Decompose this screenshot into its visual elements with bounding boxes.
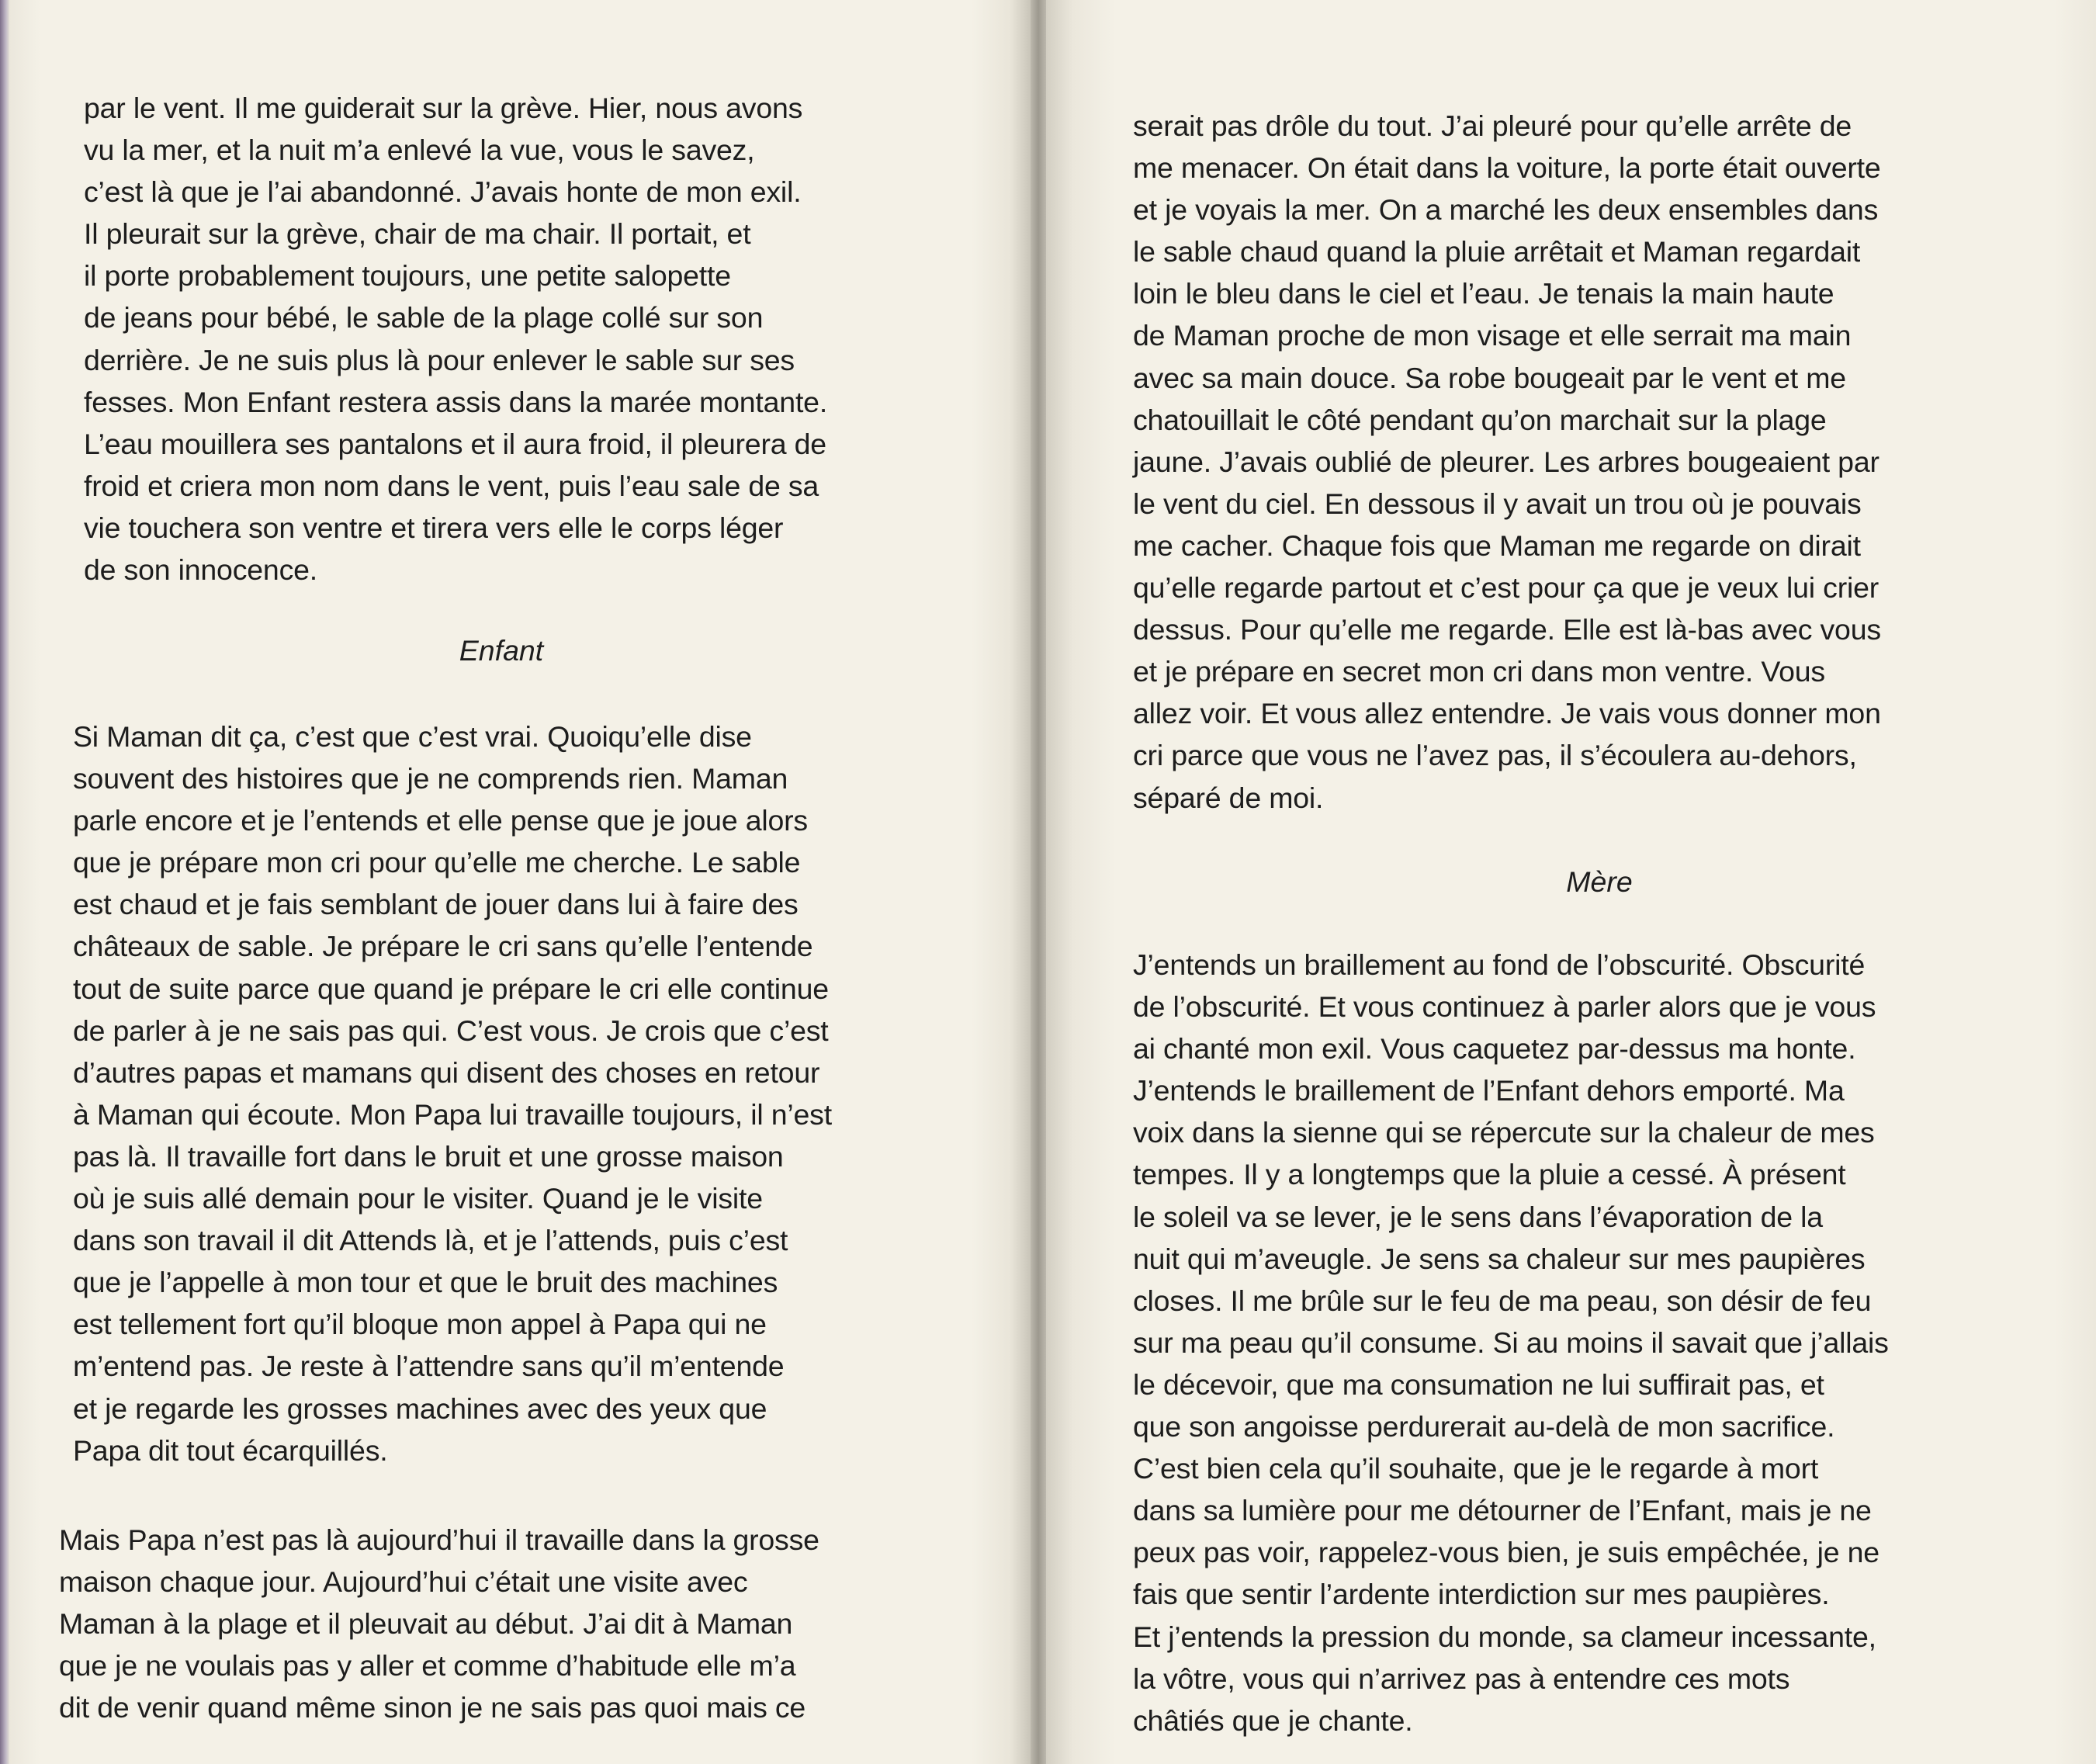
text-line: serait pas drôle du tout. J’ai pleuré pour qu’elle arrête de (1133, 109, 1852, 142)
text-line: pas là. Il travaille fort dans le bruit et une grosse maison (73, 1139, 784, 1173)
text-line: qu’elle regarde partout et c’est pour ça que je veux lui crier (1133, 571, 1879, 605)
text-line: à Maman qui écoute. Mon Papa lui travaille toujours, il n’est (73, 1097, 832, 1131)
right-page (1046, 0, 2096, 1764)
text-line: cri parce que vous ne l’avez pas, il s’écoulera au-dehors, (1133, 739, 1857, 772)
text-line: dit de venir quand même sinon je ne sais pas quoi mais ce (59, 1691, 806, 1724)
text-line: sur ma peau qu’il consume. Si au moins il savait que j’allais (1133, 1326, 1889, 1359)
text-line: me menacer. On était dans la voiture, la porte était ouverte (1133, 151, 1881, 185)
heading-enfant: Enfant (459, 634, 544, 667)
text-line: vie touchera son ventre et tirera vers elle le corps léger (84, 511, 784, 544)
text-line: fesses. Mon Enfant restera assis dans la marée montante. (84, 385, 828, 418)
text-line: que je prépare mon cri pour qu’elle me cherche. Le sable (73, 846, 801, 879)
text-line: où je suis allé demain pour le visiter. Quand je le visite (73, 1182, 763, 1215)
text-line: est chaud et je fais semblant de jouer dans lui à faire des (73, 888, 799, 921)
text-line: allez voir. Et vous allez entendre. Je vais vous donner mon (1133, 697, 1881, 730)
text-line: tout de suite parce que quand je prépare le cri elle continue (73, 972, 829, 1005)
text-line: me cacher. Chaque fois que Maman me regarde on dirait (1133, 529, 1861, 562)
text-line: que son angoisse perdurerait au-delà de mon sacrifice. (1133, 1410, 1835, 1443)
text-line: J’entends un braillement au fond de l’obscurité. Obscurité (1133, 948, 1866, 981)
text-line: fais que sentir l’ardente interdiction sur mes paupières. (1133, 1578, 1830, 1611)
text-line: châtiés que je chante. (1133, 1703, 1413, 1737)
text-line: de l’obscurité. Et vous continuez à parler alors que je vous (1133, 990, 1876, 1024)
book-cover-edge (0, 0, 9, 1764)
text-line: que je ne voulais pas y aller et comme d’habitude elle m’a (59, 1649, 796, 1683)
text-line: la vôtre, vous qui n’arrivez pas à entendre ces mots (1133, 1662, 1790, 1695)
paragraph (59, 1519, 819, 1728)
text-line: jaune. J’avais oublié de pleurer. Les arbres bougeaient par (1133, 445, 1879, 478)
paragraph (1133, 105, 1881, 819)
text-line: de Maman proche de mon visage et elle serrait ma main (1133, 319, 1852, 352)
text-line: le soleil va se lever, je le sens dans l’évaporation de la (1133, 1200, 1823, 1233)
text-line: peux pas voir, rappelez-vous bien, je suis empêchée, je ne (1133, 1536, 1879, 1569)
text-line: dessus. Pour qu’elle me regarde. Elle est là-bas avec vous (1133, 613, 1881, 646)
text-line: le sable chaud quand la pluie arrêtait et Maman regardait (1133, 235, 1861, 269)
text-line: Maman à la plage et il pleuvait au début. J’ai dit à Maman (59, 1607, 793, 1641)
text-line: il porte probablement toujours, une petite salopette (84, 259, 731, 293)
text-line: closes. Il me brûle sur le feu de ma peau, son désir de feu (1133, 1284, 1872, 1317)
text-line: J’entends le braillement de l’Enfant dehors emporté. Ma (1133, 1074, 1845, 1107)
text-line: Et j’entends la pression du monde, sa clameur incessante, (1133, 1620, 1876, 1653)
text-line: dans sa lumière pour me détourner de l’Enfant, mais je ne (1133, 1494, 1872, 1527)
text-line: C’est bien cela qu’il souhaite, que je le regarde à mort (1133, 1452, 1819, 1485)
paragraph (1133, 944, 1889, 1741)
left-passage-1 (84, 87, 827, 591)
text-line: Mais Papa n’est pas là aujourd’hui il travaille dans la grosse (59, 1523, 819, 1556)
right-passage-2 (1133, 944, 1889, 1741)
text-line: parle encore et je l’entends et elle pense que je joue alors (73, 804, 808, 837)
text-line: de jeans pour bébé, le sable de la plage collé sur son (84, 301, 764, 334)
text-line: et je voyais la mer. On a marché les deux ensembles dans (1133, 193, 1879, 227)
text-line: loin le bleu dans le ciel et l’eau. Je tenais la main haute (1133, 277, 1834, 310)
heading-mere: Mère (1566, 865, 1633, 898)
book-gutter (1031, 0, 1046, 1764)
text-line: séparé de moi. (1133, 781, 1324, 814)
text-line: nuit qui m’aveugle. Je sens sa chaleur sur mes paupières (1133, 1242, 1866, 1275)
text-line: le décevoir, que ma consumation ne lui suffirait pas, et (1133, 1367, 1824, 1401)
text-line: L’eau mouillera ses pantalons et il aura froid, il pleurera de (84, 427, 826, 460)
text-line: et je prépare en secret mon cri dans mon ventre. Vous (1133, 655, 1825, 688)
text-line: dans son travail il dit Attends là, et je l’attends, puis c’est (73, 1224, 788, 1257)
text-line: et je regarde les grosses machines avec des yeux que (73, 1391, 767, 1425)
text-line: souvent des histoires que je ne comprends rien. Maman (73, 762, 788, 795)
text-line: Il pleurait sur la grève, chair de ma chair. Il portait, et (84, 217, 751, 251)
text-line: par le vent. Il me guiderait sur la grève. Hier, nous avons (84, 92, 803, 124)
text-line: que je l’appelle à mon tour et que le bruit des machines (73, 1266, 778, 1299)
text-line: le vent du ciel. En dessous il y avait un trou où je pouvais (1133, 487, 1862, 520)
text-line: voix dans la sienne qui se répercute sur la chaleur de mes (1133, 1116, 1875, 1149)
text-line: avec sa main douce. Sa robe bougeait par le vent et me (1133, 361, 1846, 394)
text-line: châteaux de sable. Je prépare le cri sans qu’elle l’entende (73, 930, 813, 963)
paragraph (84, 87, 827, 591)
text-line: Papa dit tout écarquillés. (73, 1433, 388, 1467)
text-line: ai chanté mon exil. Vous caquetez par-dessus ma honte. (1133, 1032, 1856, 1066)
text-line: m’entend pas. Je reste à l’attendre sans qu’il m’entende (73, 1350, 785, 1383)
text-line: chatouillait le côté pendant qu’on marchait sur la plage (1133, 403, 1827, 436)
text-line: d’autres papas et mamans qui disent des choses en retour (73, 1055, 820, 1089)
right-passage-1 (1133, 105, 1881, 819)
left-page (9, 0, 1031, 1764)
text-line: de parler à je ne sais pas qui. C’est vous. Je crois que c’est (73, 1014, 829, 1047)
text-line: c’est là que je l’ai abandonné. J’avais honte de mon exil. (84, 175, 802, 209)
text-line: est tellement fort qu’il bloque mon appel à Papa qui ne (73, 1308, 767, 1341)
text-line: vu la mer, et la nuit m’a enlevé la vue, vous le savez, (84, 133, 755, 167)
text-line: Si Maman dit ça, c’est que c’est vrai. Quoiqu’elle dise (73, 720, 752, 753)
text-line: derrière. Je ne suis plus là pour enlever le sable sur ses (84, 343, 795, 376)
left-passage-3 (59, 1519, 819, 1728)
text-line: de son innocence. (84, 553, 317, 587)
text-line: froid et criera mon nom dans le vent, puis l’eau sale de sa (84, 469, 819, 502)
text-line: tempes. Il y a longtemps que la pluie a cessé. À présent (1133, 1158, 1846, 1191)
left-passage-2 (73, 716, 832, 1471)
paragraph (73, 716, 832, 1471)
text-line: maison chaque jour. Aujourd’hui c’était une visite avec (59, 1565, 748, 1599)
